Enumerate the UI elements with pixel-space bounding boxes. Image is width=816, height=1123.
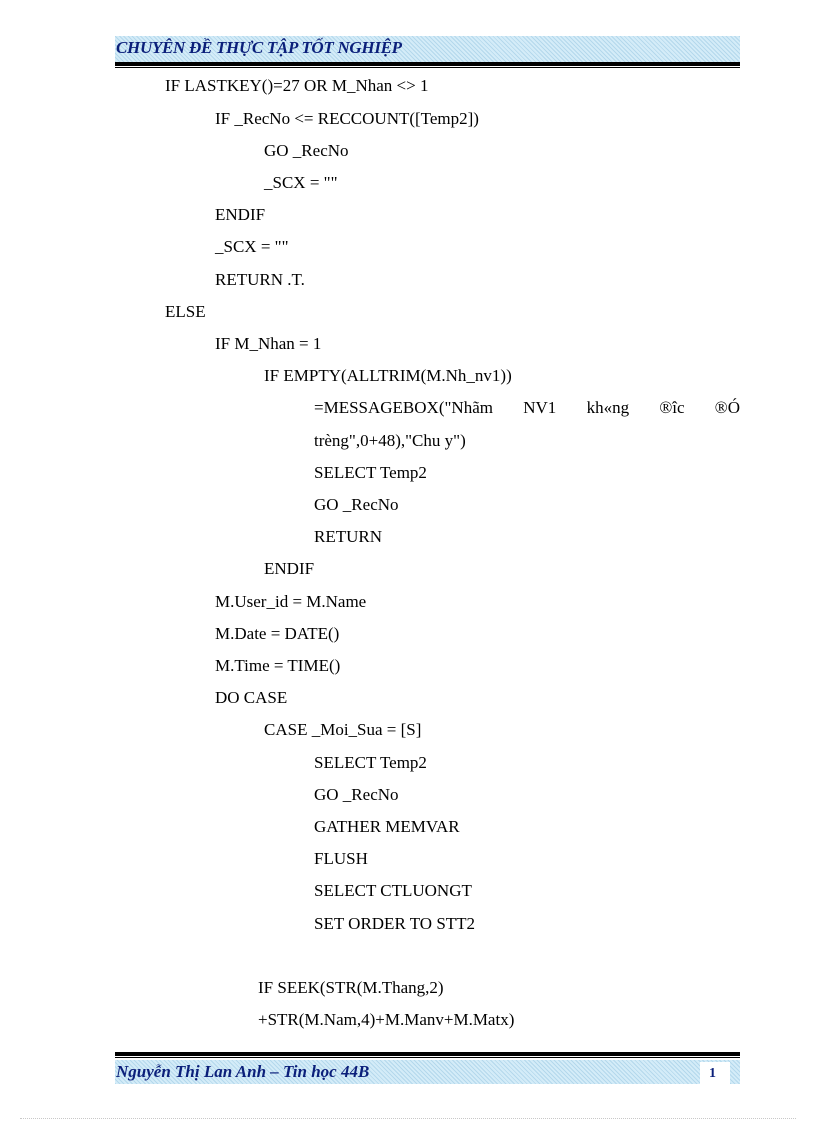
code-line: trèng",0+48),"Chu y")	[314, 431, 466, 450]
code-line: M.User_id = M.Name	[215, 592, 367, 611]
code-line: _SCX = ""	[215, 237, 289, 256]
code-line: IF SEEK(STR(M.Thang,2)	[258, 978, 444, 997]
header-title: CHUYÊN ĐỀ THỰC TẬP TỐT NGHIỆP	[116, 38, 402, 57]
code-word: =MESSAGEBOX("Nhãm	[314, 398, 493, 417]
footer-rule-thick	[115, 1052, 740, 1056]
footer-author: Nguyễn Thị Lan Anh – Tin học 44B	[116, 1062, 370, 1081]
code-line: GO _RecNo	[314, 495, 399, 514]
footer-rule-thin	[115, 1057, 740, 1058]
code-line: SET ORDER TO STT2	[314, 914, 476, 933]
code-line: RETURN .T.	[215, 270, 305, 289]
code-line: M.Date = DATE()	[215, 624, 340, 643]
code-word: ®Ó	[714, 398, 740, 417]
code-line: SELECT CTLUONGT	[314, 881, 472, 900]
code-line-justified	[314, 398, 740, 418]
code-word: NV1	[523, 398, 557, 417]
code-line: DO CASE	[215, 688, 288, 707]
code-word: kh«ng	[586, 398, 630, 417]
header-rule-thin	[115, 67, 740, 68]
code-line: FLUSH	[314, 849, 368, 868]
code-word: ®îc	[659, 398, 685, 417]
code-line: CASE _Moi_Sua = [S]	[264, 720, 422, 739]
code-line: _SCX = ""	[264, 173, 338, 192]
code-line: M.Time = TIME()	[215, 656, 341, 675]
code-line: ELSE	[165, 302, 206, 321]
code-line: RETURN	[314, 527, 382, 546]
code-line: SELECT Temp2	[314, 753, 427, 772]
code-line: GO _RecNo	[314, 785, 399, 804]
bottom-dotted-rule	[20, 1118, 796, 1119]
code-line: ENDIF	[215, 205, 266, 224]
code-line: IF M_Nhan = 1	[215, 334, 322, 353]
code-line: GO _RecNo	[264, 141, 349, 160]
code-line: GATHER MEMVAR	[314, 817, 460, 836]
page-number: 1	[709, 1066, 716, 1081]
code-line: IF EMPTY(ALLTRIM(M.Nh_nv1))	[264, 366, 512, 385]
code-line: ENDIF	[264, 559, 315, 578]
code-line: SELECT Temp2	[314, 463, 427, 482]
code-line: IF LASTKEY()=27 OR M_Nhan <> 1	[165, 76, 429, 95]
header-rule-thick	[115, 62, 740, 66]
code-line: +STR(M.Nam,4)+M.Manv+M.Matx)	[258, 1010, 515, 1029]
code-line: IF _RecNo <= RECCOUNT([Temp2])	[215, 109, 479, 128]
